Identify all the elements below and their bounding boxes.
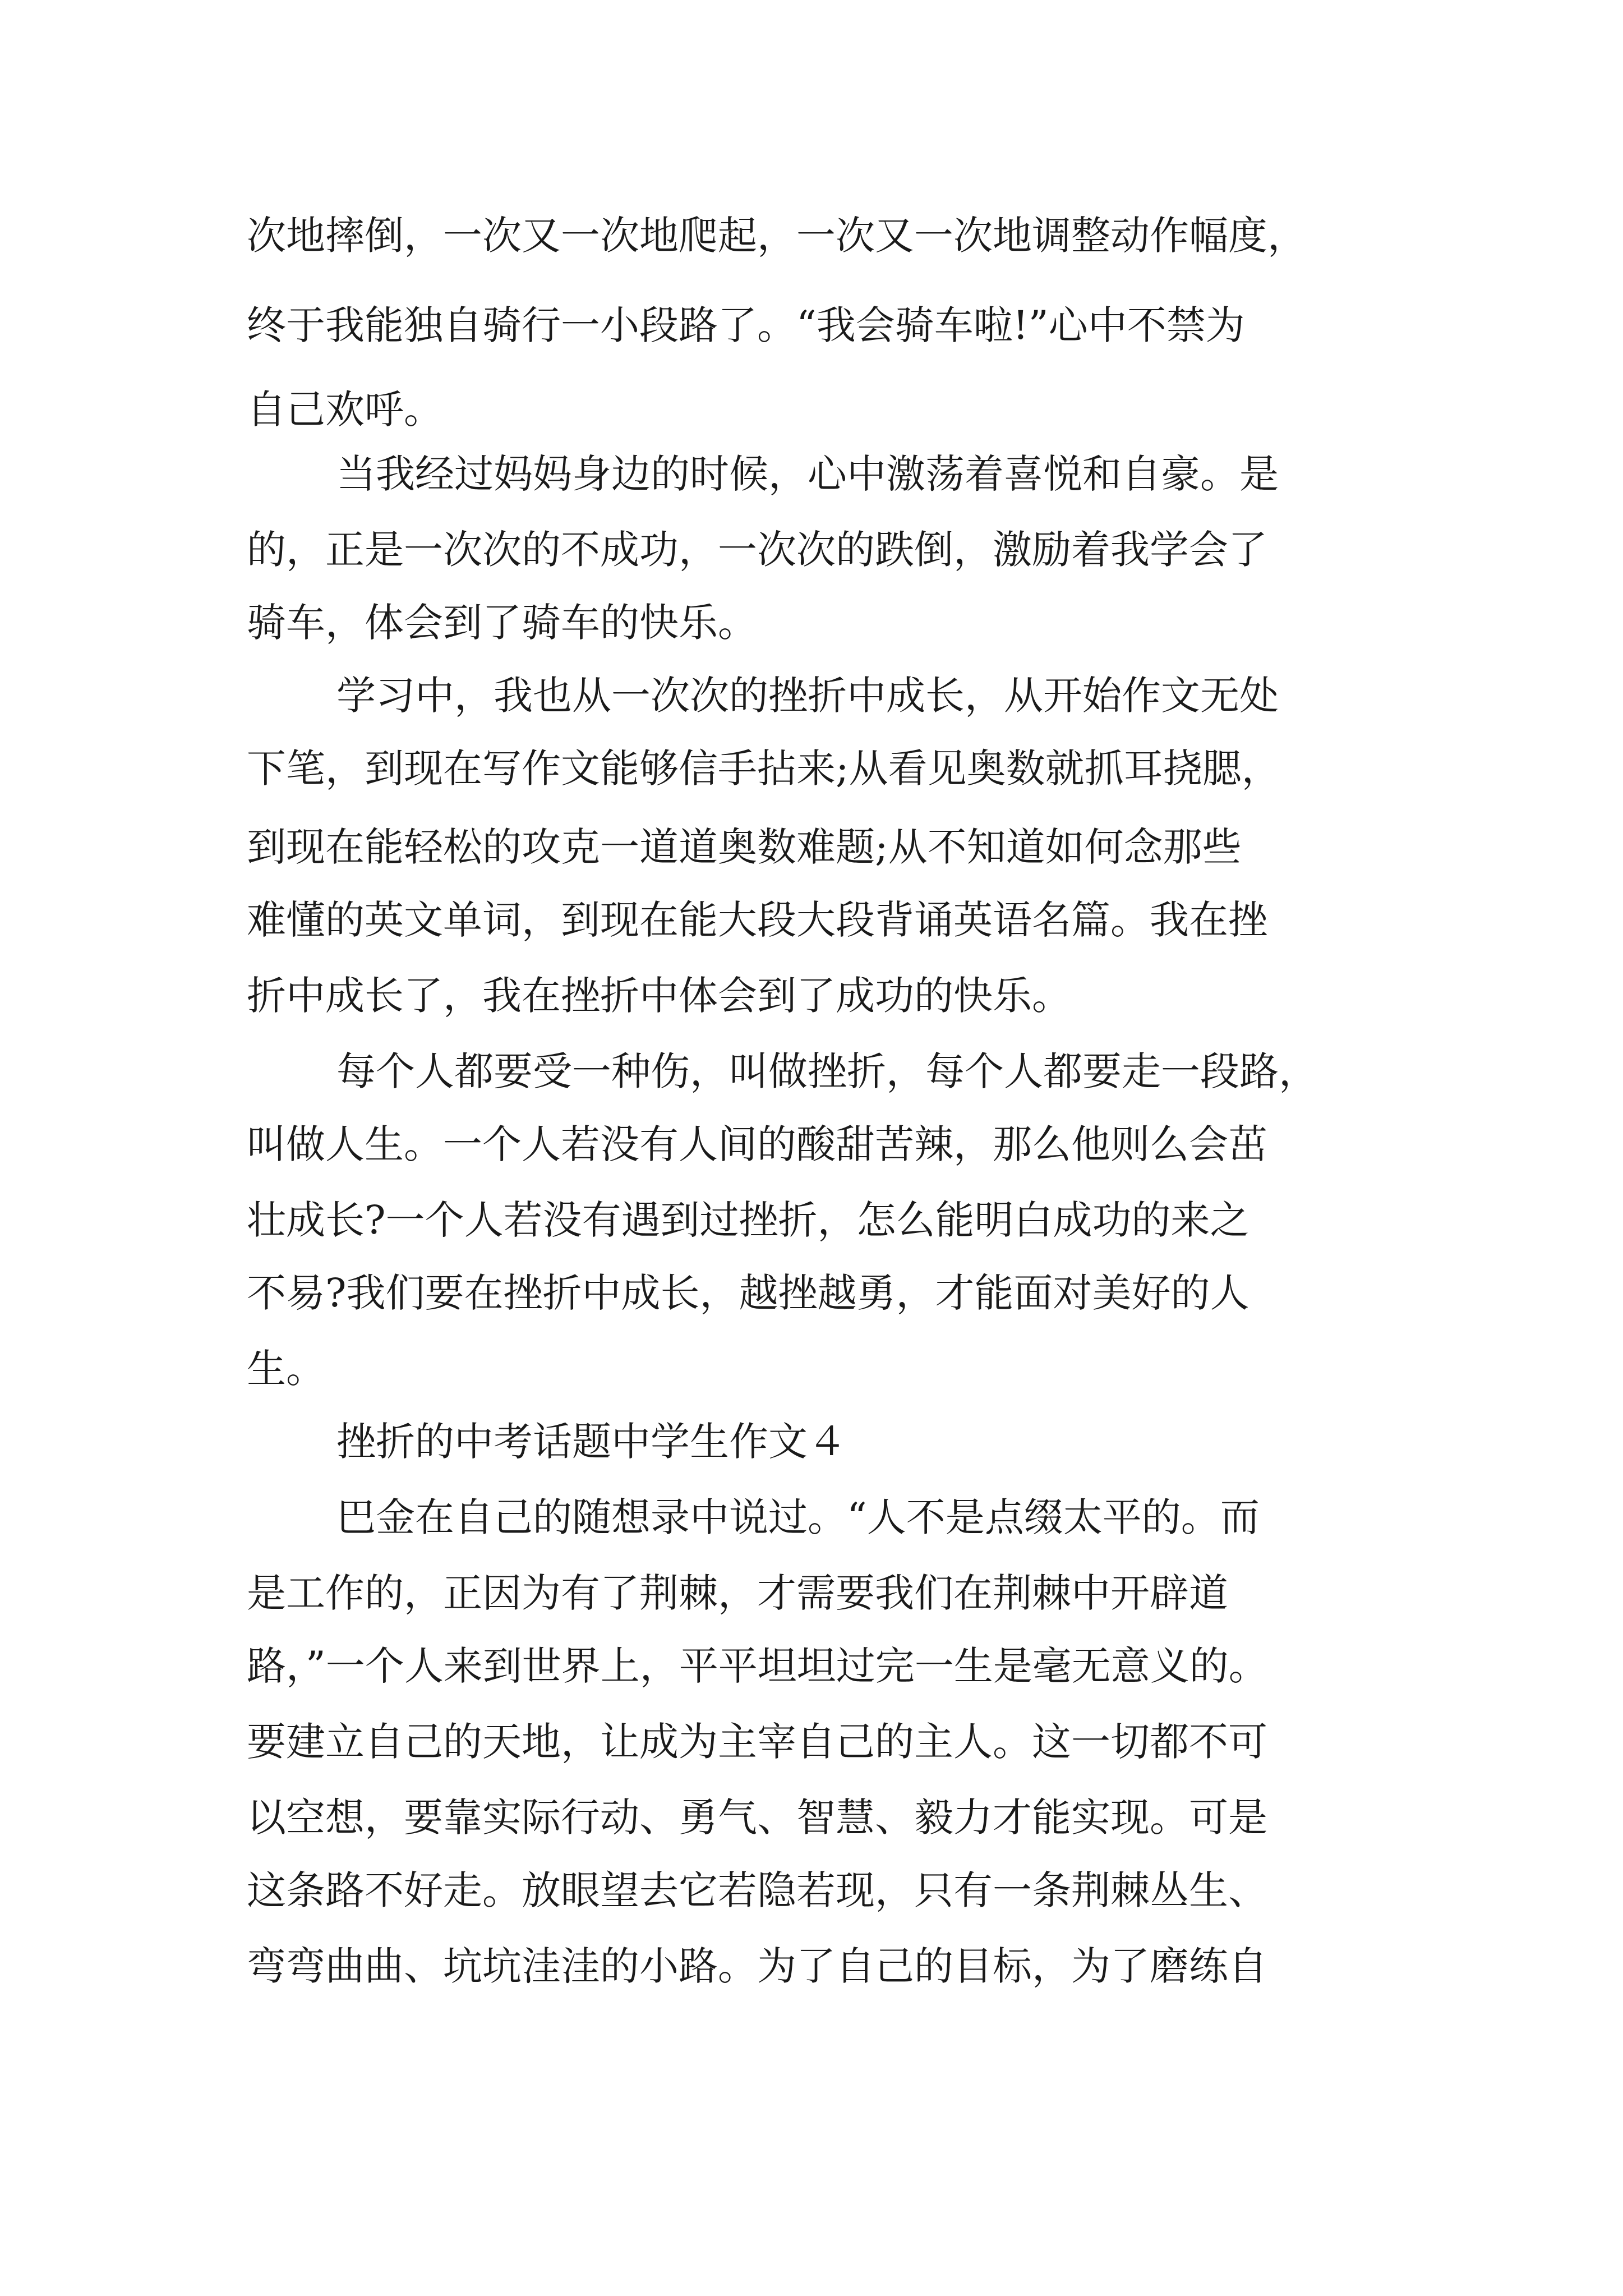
section-heading: 挫折的中考话题中学生作文４ bbox=[336, 1419, 847, 1465]
text-line: 学习中，我也从一次次的挫折中成长，从开始作文无处 bbox=[336, 673, 1279, 719]
text-line: 这条路不好走。放眼望去它若隐若现，只有一条荆棘丛生、 bbox=[247, 1867, 1267, 1913]
text-line: 要建立自己的天地，让成为主宰自己的主人。这一切都不可 bbox=[247, 1719, 1267, 1765]
text-line: 骑车，体会到了骑车的快乐。 bbox=[247, 600, 757, 646]
text-line: 以空想，要靠实际行动、勇气、智慧、毅力才能实现。可是 bbox=[247, 1795, 1267, 1841]
text-line: 当我经过妈妈身边的时候，心中激荡着喜悦和自豪。是 bbox=[336, 451, 1279, 497]
text-line: 是工作的，正因为有了荆棘，才需要我们在荆棘中开辟道 bbox=[247, 1570, 1228, 1616]
text-line: 壮成长?一个人若没有遇到过挫折，怎么能明白成功的来之 bbox=[247, 1197, 1249, 1243]
text-line: 折中成长了，我在挫折中体会到了成功的快乐。 bbox=[247, 973, 1071, 1019]
text-line: 每个人都要受一种伤，叫做挫折，每个人都要走一段路， bbox=[336, 1048, 1318, 1094]
text-line: 不易?我们要在挫折中成长，越挫越勇，才能面对美好的人 bbox=[247, 1270, 1249, 1316]
text-line: 难懂的英文单词，到现在能大段大段背诵英语名篇。我在挫 bbox=[247, 897, 1267, 943]
text-line: 到现在能轻松的攻克一道道奥数难题;从不知道如何念那些 bbox=[247, 824, 1242, 870]
text-line: 路，”一个人来到世界上，平平坦坦过完一生是毫无意义的。 bbox=[247, 1643, 1268, 1689]
text-line: 下笔，到现在写作文能够信手拈来;从看见奥数就抓耳挠腮， bbox=[247, 746, 1281, 792]
text-line: 次地摔倒，一次又一次地爬起，一次又一次地调整动作幅度， bbox=[247, 213, 1307, 259]
text-line: 弯弯曲曲、坑坑洼洼的小路。为了自己的目标，为了磨练自 bbox=[247, 1943, 1267, 1989]
text-line: 终于我能独自骑行一小段路了。“我会骑车啦!”心中不禁为 bbox=[247, 302, 1245, 348]
text-line: 生。 bbox=[247, 1346, 325, 1392]
text-line: 叫做人生。一个人若没有人间的酸甜苦辣，那么他则么会茁 bbox=[247, 1121, 1267, 1167]
text-line: 巴金在自己的随想录中说过。“人不是点缀太平的。而 bbox=[336, 1494, 1260, 1540]
text-line: 的，正是一次次的不成功，一次次的跌倒，激励着我学会了 bbox=[247, 527, 1267, 573]
text-line: 自己欢呼。 bbox=[247, 386, 443, 432]
